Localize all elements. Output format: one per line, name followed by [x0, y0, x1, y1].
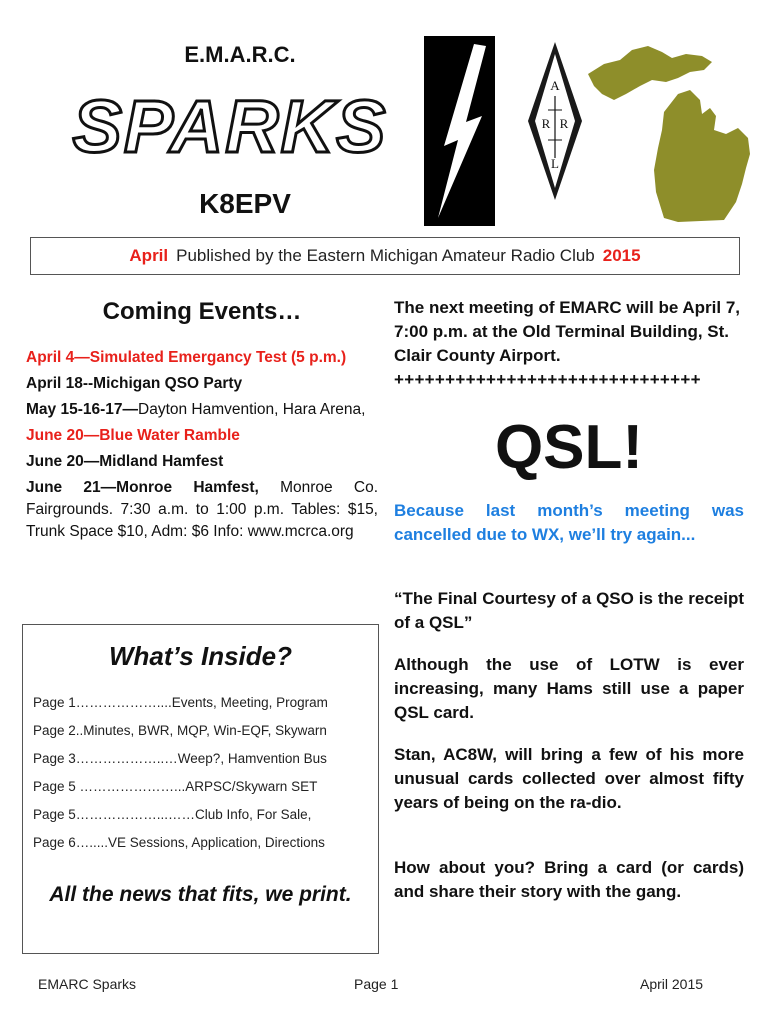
toc-entry: Page 2..Minutes, BWR, MQP, Win-EQF, Skywarn [33, 723, 327, 738]
meeting-text: The next meeting of EMARC will be April 7, 7:00 p.m. at the Old Terminal Building, St. Clair County Airport. [394, 298, 741, 365]
events-list [26, 347, 378, 547]
toc-entry: Page 1………………....Events, Meeting, Program [33, 695, 328, 710]
arrl-letter-r1: R [541, 116, 551, 131]
arrl-letter-r2: R [559, 116, 569, 131]
banner-month: April [129, 246, 169, 265]
event-item: June 20—Midland Hamfest [26, 453, 224, 470]
arrl-letter-l: L [551, 156, 559, 171]
banner-year: 2015 [602, 246, 641, 265]
table-of-contents [33, 689, 328, 857]
michigan-map-icon [586, 42, 762, 226]
whats-inside-box [22, 624, 379, 954]
footer-date: April 2015 [640, 976, 704, 992]
whats-inside-heading: What’s Inside? [109, 641, 292, 671]
lotw-paragraph: Although the use of LOTW is ever increasing, many Hams still use a paper QSL card. [394, 655, 744, 722]
lightning-bolt-icon [424, 36, 495, 226]
qsl-quote: “The Final Courtesy of a QSO is the receipt of a QSL” [394, 589, 744, 632]
event-item: June 21—Monroe Hamfest, Monroe Co. Fairgrounds. 7:30 a.m. to 1:00 p.m. Tables: $15, Trunk Space $10, Adm: $6 Info: www.mcrca.org [26, 479, 378, 540]
arrl-diamond-logo [526, 40, 584, 202]
sparks-logo [58, 86, 403, 166]
arrl-letter-a: A [550, 78, 560, 93]
toc-entry: Page 5 …………………...ARPSC/Skywarn SET [33, 779, 318, 794]
plus-divider: ++++++++++++++++++++++++++++++ [394, 370, 701, 389]
cancelled-notice: Because last month’s meeting was cancelled due to WX, we’ll try again... [394, 501, 744, 544]
club-name: E.M.A.R.C. [184, 42, 296, 67]
event-item: April 4—Simulated Emergancy Test (5 p.m.) [26, 349, 347, 366]
sparks-logo-text: SPARKS [72, 86, 388, 166]
toc-entry: Page 6….....VE Sessions, Application, Directions [33, 835, 325, 850]
callsign: K8EPV [199, 188, 291, 219]
publication-banner [30, 237, 740, 275]
stan-paragraph: Stan, AC8W, will bring a few of his more unusual cards collected over almost fifty years of being on the ra-dio. [394, 745, 744, 812]
event-item: April 18--Michigan QSO Party [26, 375, 243, 392]
event-item: June 20—Blue Water Ramble [26, 427, 240, 444]
coming-events-heading: Coming Events… [102, 298, 302, 325]
tagline: All the news that fits, we print. [49, 883, 352, 906]
qsl-heading: QSL! [494, 413, 644, 482]
event-item: May 15-16-17—Dayton Hamvention, Hara Arena, [26, 401, 366, 418]
toc-entry: Page 5………………...……Club Info, For Sale, [33, 807, 312, 822]
footer-left: EMARC Sparks [38, 976, 137, 992]
banner-text: Published by the Eastern Michigan Amateur Radio Club [176, 246, 595, 265]
bring-card-paragraph: How about you? Bring a card (or cards) and share their story with the gang. [394, 858, 744, 901]
footer-page: Page 1 [354, 976, 399, 992]
meeting-notice [394, 296, 744, 392]
toc-entry: Page 3………………..…Weep?, Hamvention Bus [33, 751, 327, 766]
